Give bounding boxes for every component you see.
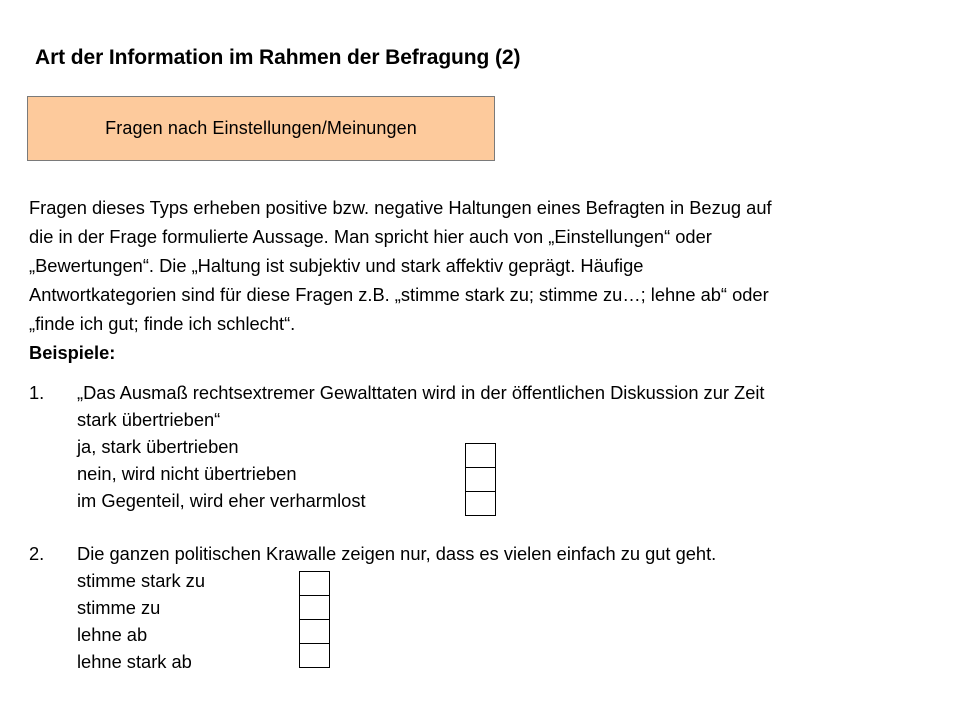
intro-paragraph	[29, 193, 929, 367]
question-text-line: Die ganzen politischen Krawalle zeigen nur, dass es vielen einfach zu gut geht.	[77, 543, 717, 564]
answer-option: lehne ab	[77, 624, 148, 645]
question-1-text	[29, 379, 929, 406]
question-text-line: „Das Ausmaß rechtsextremer Gewalttaten wird in der öffentlichen Diskussion zur Zeit	[77, 382, 765, 403]
answer-checkbox[interactable]	[299, 619, 330, 644]
intro-line: „Bewertungen“. Die „Haltung ist subjektiv und stark affektiv geprägt. Häufige	[29, 255, 644, 276]
question-2-text	[29, 540, 929, 567]
answer-option: stimme zu	[77, 597, 161, 618]
answer-checkbox[interactable]	[299, 595, 330, 620]
answer-checkbox[interactable]	[465, 491, 496, 516]
answer-option: stimme stark zu	[77, 570, 205, 591]
question-number: 2.	[29, 543, 45, 564]
topic-box	[27, 96, 495, 161]
answer-option: im Gegenteil, wird eher verharmlost	[77, 490, 366, 511]
answer-checkbox[interactable]	[299, 571, 330, 596]
slide-title: Art der Information im Rahmen der Befragung (2)	[35, 46, 521, 69]
answer-option: nein, wird nicht übertrieben	[77, 463, 297, 484]
intro-line: „finde ich gut; finde ich schlecht“.	[29, 313, 296, 334]
answer-checkbox[interactable]	[465, 467, 496, 492]
intro-line: Antwortkategorien sind für diese Fragen z.B. „stimme stark zu; stimme zu…; lehne ab“ oder	[29, 284, 769, 305]
answer-checkbox[interactable]	[465, 443, 496, 468]
answer-checkbox[interactable]	[299, 643, 330, 668]
intro-line: Fragen dieses Typs erheben positive bzw. negative Haltungen eines Befragten in Bezug auf	[29, 197, 772, 218]
question-2	[29, 540, 929, 675]
intro-line: die in der Frage formulierte Aussage. Man spricht hier auch von „Einstellungen“ oder	[29, 226, 712, 247]
topic-box-label: Fragen nach Einstellungen/Meinungen	[105, 118, 417, 138]
answer-option: ja, stark übertrieben	[77, 436, 239, 457]
question-1-checkboxes	[465, 443, 496, 516]
question-number: 1.	[29, 382, 45, 403]
question-2-checkboxes	[299, 571, 330, 668]
question-text-line: stark übertrieben“	[77, 409, 221, 430]
answer-option: lehne stark ab	[77, 651, 192, 672]
examples-heading: Beispiele:	[29, 342, 116, 363]
